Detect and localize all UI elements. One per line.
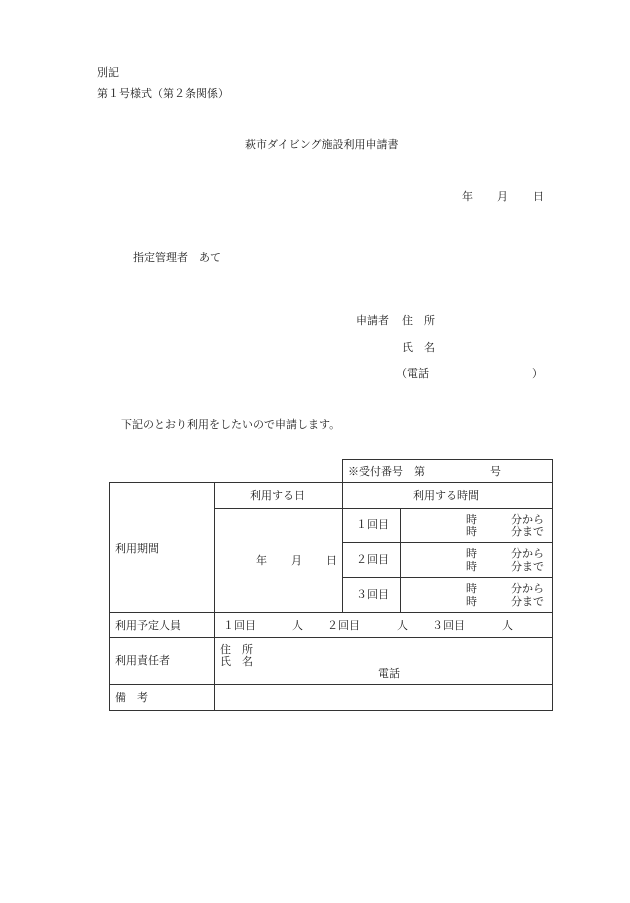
document-title: 萩市ダイビング施設利用申請書 [245, 138, 399, 151]
session-start-hour: 時 [466, 513, 477, 526]
people-session-label: ２回目 [327, 619, 360, 632]
addressee: 指定管理者 あて [133, 251, 221, 264]
planned-people-label: 利用予定人員 [115, 619, 181, 632]
responsible-address-label: 住 所 [220, 643, 253, 656]
session-end-hour: 時 [466, 560, 477, 573]
table-rule [214, 482, 215, 711]
session-end-minute: 分まで [511, 595, 544, 608]
table-rule [342, 577, 553, 578]
applicant-phone-close: ） [532, 367, 543, 380]
session-end-hour: 時 [466, 525, 477, 538]
session-start-hour: 時 [466, 547, 477, 560]
people-unit: 人 [292, 619, 303, 632]
receipt-number-label: ※受付番号 第 [348, 465, 425, 478]
receipt-number-suffix: 号 [490, 465, 501, 478]
session-start-minute: 分から [511, 513, 544, 526]
people-session-label: １回目 [223, 619, 256, 632]
applicant-name-label: 氏 名 [402, 341, 435, 354]
session-end-minute: 分まで [511, 525, 544, 538]
people-unit: 人 [397, 619, 408, 632]
usage-date-day: 日 [326, 554, 337, 567]
usage-time-header: 利用する時間 [413, 489, 479, 502]
table-rule [400, 508, 401, 612]
people-session-label: ３回目 [432, 619, 465, 632]
usage-date-year: 年 [256, 554, 267, 567]
responsible-phone-label: 電話 [378, 667, 400, 680]
table-rule [214, 508, 553, 509]
usage-date-header: 利用する日 [250, 489, 305, 502]
people-unit: 人 [502, 619, 513, 632]
applicant-phone-label: （電話 [396, 367, 429, 380]
session-label: １回目 [356, 518, 389, 531]
responsible-person-label: 利用責任者 [115, 654, 170, 667]
session-start-minute: 分から [511, 582, 544, 595]
date-day-label: 日 [533, 190, 544, 203]
session-start-minute: 分から [511, 547, 544, 560]
applicant-label: 申請者 [356, 314, 389, 327]
applicant-address-label: 住 所 [402, 314, 435, 327]
form-number: 第１号様式（第２条関係） [97, 87, 229, 100]
application-table [109, 482, 553, 711]
session-start-hour: 時 [466, 582, 477, 595]
attachment-label: 別記 [97, 66, 119, 79]
table-rule [109, 612, 553, 613]
session-label: ２回目 [356, 553, 389, 566]
table-rule [342, 482, 343, 612]
session-end-hour: 時 [466, 595, 477, 608]
session-end-minute: 分まで [511, 560, 544, 573]
date-year-label: 年 [462, 190, 473, 203]
table-rule [109, 637, 553, 638]
remarks-field[interactable] [215, 685, 552, 710]
responsible-name-label: 氏 名 [220, 655, 253, 668]
remarks-label: 備 考 [115, 691, 148, 704]
usage-date-month: 月 [291, 554, 302, 567]
date-month-label: 月 [497, 190, 508, 203]
table-rule [342, 542, 553, 543]
session-label: ３回目 [356, 588, 389, 601]
usage-period-label: 利用期間 [115, 542, 159, 555]
request-statement: 下記のとおり利用をしたいので申請します。 [121, 418, 341, 431]
